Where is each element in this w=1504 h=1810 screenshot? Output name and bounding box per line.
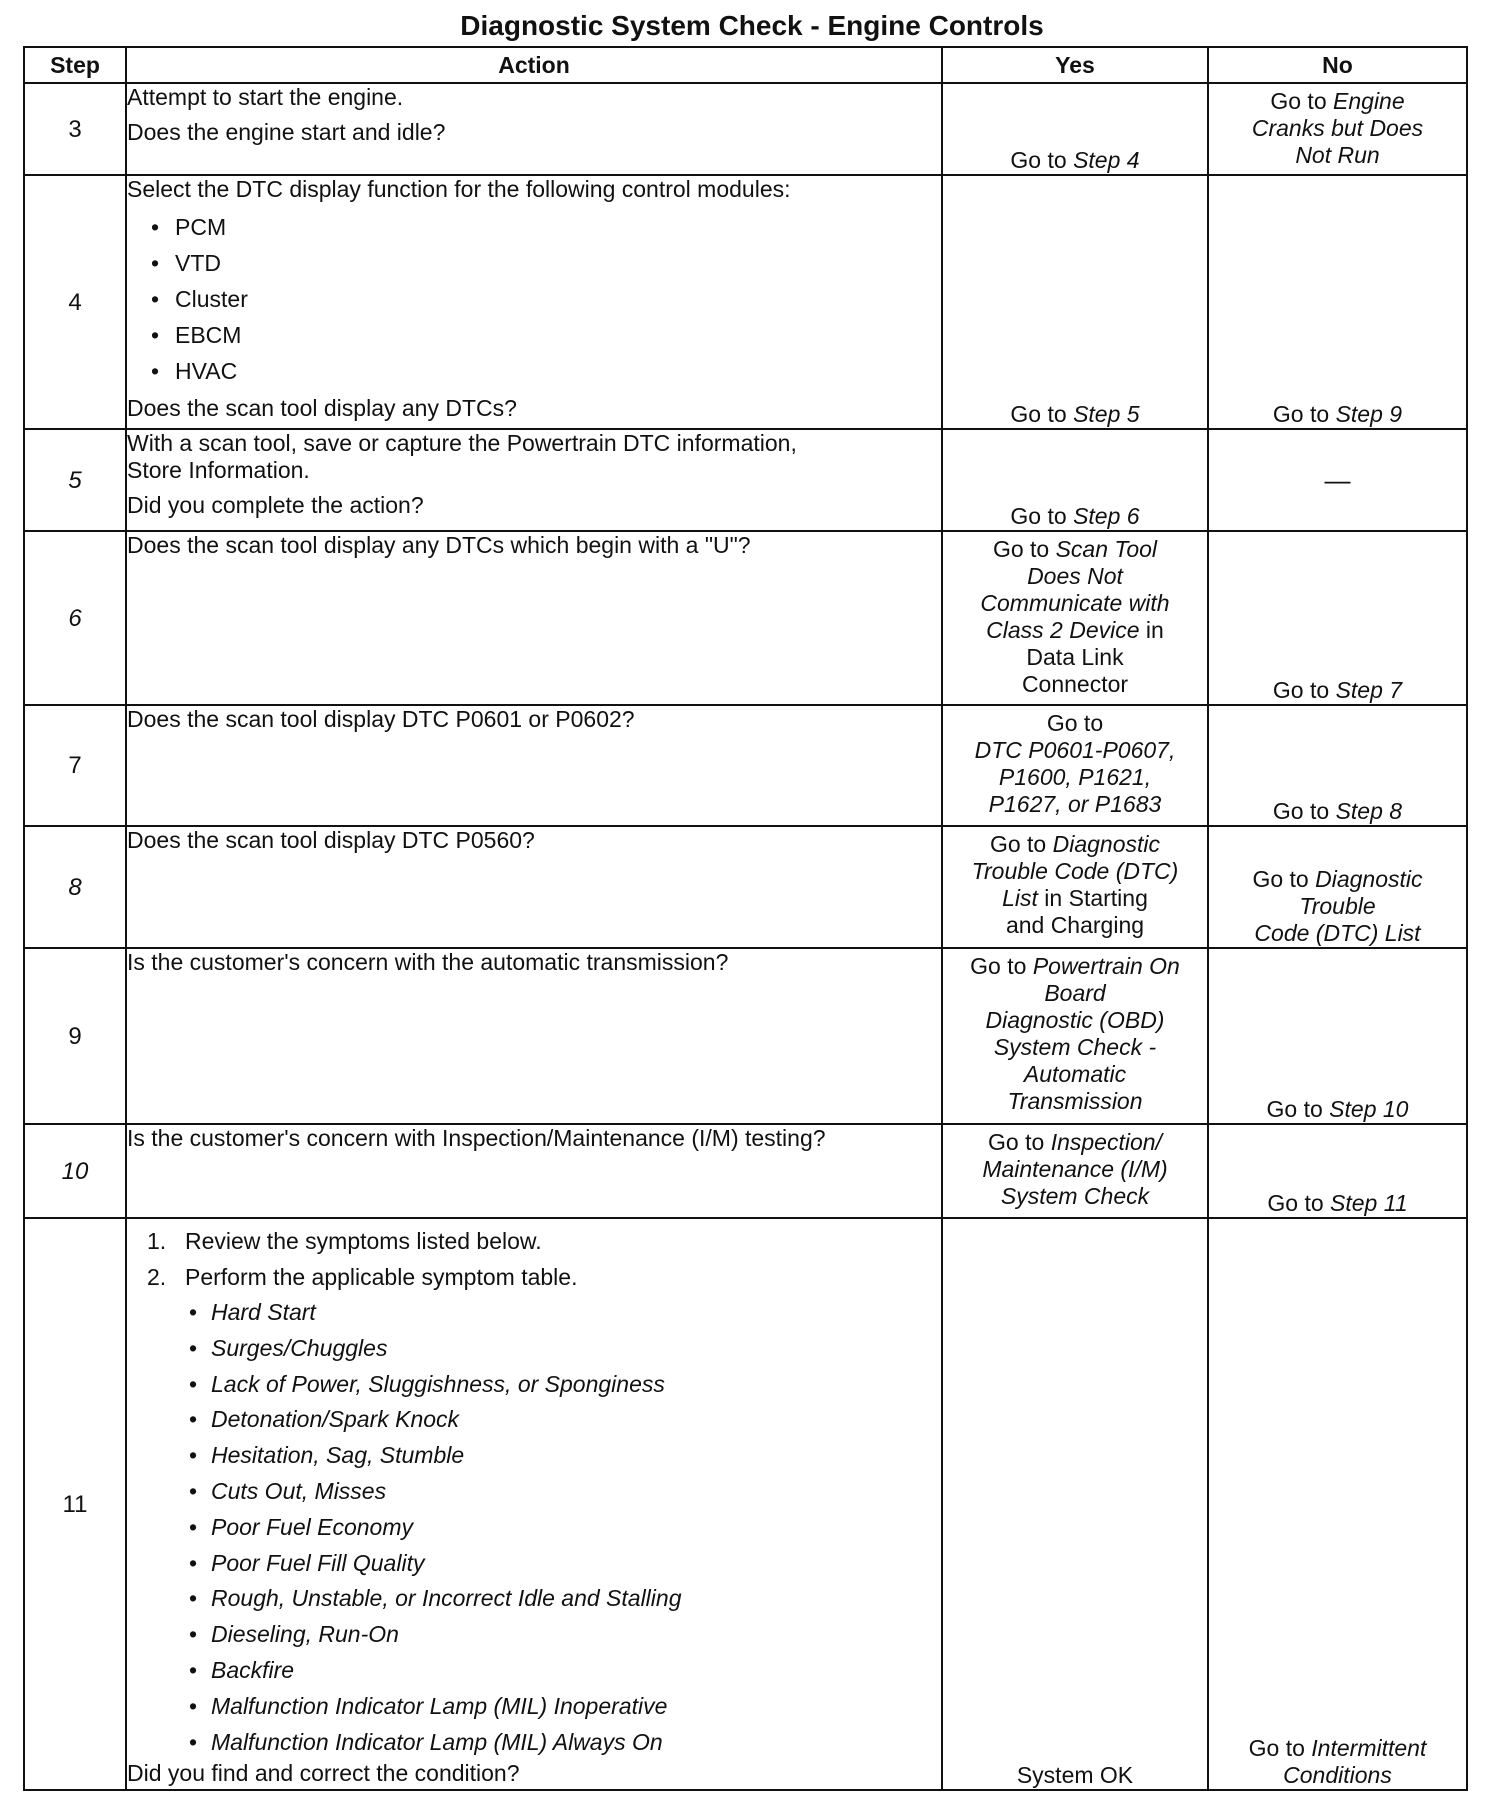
yes-text: Data Link xyxy=(1026,644,1124,670)
no-cell xyxy=(1208,948,1467,1124)
action-question: Does the scan tool display any DTCs which begin with a "U"? xyxy=(127,532,751,558)
table-row xyxy=(24,705,1467,826)
action-question: Did you complete the action? xyxy=(127,492,424,518)
header-action: Action xyxy=(126,47,942,83)
yes-suffix: in Starting xyxy=(1037,885,1148,911)
list-item: • VTD xyxy=(147,245,941,281)
no-cell xyxy=(1208,826,1467,948)
yes-cell xyxy=(942,948,1208,1124)
action-cell xyxy=(126,83,942,175)
action-question: Does the scan tool display DTC P0601 or P0602? xyxy=(127,706,635,732)
action-text: Select the DTC display function for the following control modules: xyxy=(127,176,791,202)
item-text: Perform the applicable symptom table. xyxy=(185,1264,578,1290)
action-question: Does the scan tool display DTC P0560? xyxy=(127,827,535,853)
no-reference: Trouble xyxy=(1299,893,1376,919)
step-number: 6 xyxy=(24,531,126,705)
yes-reference: Step 6 xyxy=(1073,503,1140,529)
yes-reference: Does Not xyxy=(1027,563,1123,589)
action-text: Attempt to start the engine. xyxy=(127,84,404,110)
list-item: • HVAC xyxy=(147,353,941,389)
list-item: • Hesitation, Sag, Stumble xyxy=(187,1438,941,1474)
action-cell xyxy=(126,429,942,531)
no-cell xyxy=(1208,1218,1467,1790)
no-cell: — xyxy=(1208,429,1467,531)
action-cell xyxy=(126,948,942,1124)
yes-cell xyxy=(942,175,1208,429)
action-cell xyxy=(126,1124,942,1218)
step-number: 7 xyxy=(24,705,126,826)
no-reference: Code (DTC) List xyxy=(1254,920,1421,946)
yes-reference: Maintenance (I/M) xyxy=(982,1156,1168,1182)
item-text: Review the symptoms listed below. xyxy=(185,1228,542,1254)
no-reference: Step 8 xyxy=(1335,798,1403,824)
header-yes: Yes xyxy=(942,47,1208,83)
action-cell xyxy=(126,531,942,705)
table-row xyxy=(24,948,1467,1124)
no-cell xyxy=(1208,83,1467,175)
yes-prefix: Go to xyxy=(1010,503,1074,529)
yes-prefix: Go to xyxy=(1010,147,1074,173)
table-row xyxy=(24,1218,1467,1790)
list-item: • Poor Fuel Fill Quality xyxy=(187,1546,941,1582)
no-reference: Step 7 xyxy=(1335,677,1403,703)
action-cell xyxy=(126,1218,942,1790)
step-number: 9 xyxy=(24,948,126,1124)
yes-reference: DTC P0601-P0607, xyxy=(974,737,1176,763)
action-question: Is the customer's concern with the automatic transmission? xyxy=(127,949,729,975)
diagnostic-table xyxy=(23,46,1468,1791)
yes-reference: System Check xyxy=(1000,1183,1150,1209)
step-number: 10 xyxy=(24,1124,126,1218)
yes-reference: Powertrain On xyxy=(1032,953,1180,979)
item-number: 2. xyxy=(147,1264,167,1290)
list-item: • PCM xyxy=(147,209,941,245)
step-number: 8 xyxy=(24,826,126,948)
action-text: Store Information. xyxy=(127,457,310,483)
no-prefix: Go to xyxy=(1266,1096,1330,1122)
action-text: With a scan tool, save or capture the Powertrain DTC information, xyxy=(127,430,797,456)
table-row xyxy=(24,83,1467,175)
yes-reference: Step 5 xyxy=(1073,401,1140,427)
yes-reference: Scan Tool xyxy=(1055,536,1158,562)
no-reference: Intermittent xyxy=(1311,1735,1427,1761)
action-question: Does the scan tool display any DTCs? xyxy=(127,395,517,421)
item-number: 1. xyxy=(147,1228,167,1254)
yes-text: and Charging xyxy=(1005,912,1145,938)
no-prefix: Go to xyxy=(1272,401,1336,427)
yes-reference: Transmission xyxy=(1007,1088,1143,1114)
no-reference: Not Run xyxy=(1295,142,1380,168)
step-number: 5 xyxy=(24,429,126,531)
no-prefix: Go to xyxy=(1252,866,1316,892)
list-item: • EBCM xyxy=(147,317,941,353)
header-step: Step xyxy=(24,47,126,83)
list-item xyxy=(147,1223,941,1259)
module-list xyxy=(127,209,941,389)
table-header-row xyxy=(24,47,1467,83)
list-item: • Detonation/Spark Knock xyxy=(187,1402,941,1438)
yes-prefix: Go to xyxy=(1010,401,1074,427)
no-reference: Step 11 xyxy=(1330,1190,1408,1216)
symptom-list xyxy=(127,1295,941,1760)
yes-prefix: Go to xyxy=(970,953,1033,979)
no-prefix: Go to xyxy=(1270,88,1334,114)
action-cell xyxy=(126,705,942,826)
page-title: Diagnostic System Check - Engine Controls xyxy=(460,10,1044,41)
yes-reference: P1627, or P1683 xyxy=(988,791,1162,817)
no-reference: Step 9 xyxy=(1335,401,1403,427)
yes-suffix: in xyxy=(1139,617,1164,643)
yes-cell xyxy=(942,429,1208,531)
no-prefix: Go to xyxy=(1267,1190,1331,1216)
yes-reference: Diagnostic (OBD) xyxy=(985,1007,1165,1033)
yes-cell xyxy=(942,826,1208,948)
action-question: Did you find and correct the condition? xyxy=(127,1760,520,1787)
step-number: 11 xyxy=(24,1218,126,1790)
step-number: 3 xyxy=(24,83,126,175)
yes-cell xyxy=(942,1124,1208,1218)
list-item: • Poor Fuel Economy xyxy=(187,1510,941,1546)
yes-prefix: Go to xyxy=(988,1129,1051,1155)
yes-reference: Class 2 Device xyxy=(986,617,1140,643)
yes-reference: Step 4 xyxy=(1073,147,1140,173)
action-cell xyxy=(126,826,942,948)
list-item xyxy=(147,1259,941,1295)
yes-prefix: Go to xyxy=(989,831,1053,857)
yes-cell xyxy=(942,705,1208,826)
no-prefix: Go to xyxy=(1248,1735,1312,1761)
no-reference: Step 10 xyxy=(1329,1096,1409,1122)
yes-prefix: Go to xyxy=(1046,710,1104,736)
no-prefix: Go to xyxy=(1272,677,1336,703)
yes-cell xyxy=(942,531,1208,705)
list-item: • Rough, Unstable, or Incorrect Idle and Stalling xyxy=(187,1581,941,1617)
list-item: • Malfunction Indicator Lamp (MIL) Always On xyxy=(187,1725,941,1761)
no-reference: Diagnostic xyxy=(1315,866,1423,892)
action-cell xyxy=(126,175,942,429)
action-question: Does the engine start and idle? xyxy=(127,119,446,145)
no-reference: Conditions xyxy=(1283,1762,1392,1788)
list-item: • Lack of Power, Sluggishness, or Sponginess xyxy=(187,1367,941,1403)
yes-reference: Trouble Code (DTC) xyxy=(971,858,1179,884)
no-reference: Cranks but Does xyxy=(1251,115,1424,141)
table-row xyxy=(24,531,1467,705)
list-item: • Hard Start xyxy=(187,1295,941,1331)
table-row xyxy=(24,175,1467,429)
yes-reference: Automatic xyxy=(1023,1061,1127,1087)
no-reference: Engine xyxy=(1333,88,1405,114)
no-cell xyxy=(1208,531,1467,705)
yes-cell: System OK xyxy=(942,1218,1208,1790)
list-item: • Cluster xyxy=(147,281,941,317)
list-item: • Surges/Chuggles xyxy=(187,1331,941,1367)
yes-reference: Board xyxy=(1044,980,1106,1006)
no-cell xyxy=(1208,705,1467,826)
table-row xyxy=(24,429,1467,531)
step-number: 4 xyxy=(24,175,126,429)
list-item: • Backfire xyxy=(187,1653,941,1689)
no-cell xyxy=(1208,1124,1467,1218)
table-row xyxy=(24,826,1467,948)
yes-prefix: Go to xyxy=(992,536,1056,562)
list-item: • Malfunction Indicator Lamp (MIL) Inoperative xyxy=(187,1689,941,1725)
yes-reference: List xyxy=(1002,885,1038,911)
yes-cell xyxy=(942,83,1208,175)
procedure-list xyxy=(127,1223,941,1295)
yes-reference: Communicate with xyxy=(980,590,1170,616)
no-prefix: Go to xyxy=(1272,798,1336,824)
yes-reference: System Check - xyxy=(993,1034,1157,1060)
header-no: No xyxy=(1208,47,1467,83)
list-item: • Dieseling, Run-On xyxy=(187,1617,941,1653)
action-question: Is the customer's concern with Inspection/Maintenance (I/M) testing? xyxy=(127,1125,826,1151)
table-row xyxy=(24,1124,1467,1218)
list-item: • Cuts Out, Misses xyxy=(187,1474,941,1510)
no-cell xyxy=(1208,175,1467,429)
yes-reference: Diagnostic xyxy=(1052,831,1161,857)
yes-reference: P1600, P1621, xyxy=(998,764,1152,790)
yes-reference: Inspection/ xyxy=(1050,1129,1162,1155)
yes-text: Connector xyxy=(1021,671,1129,697)
